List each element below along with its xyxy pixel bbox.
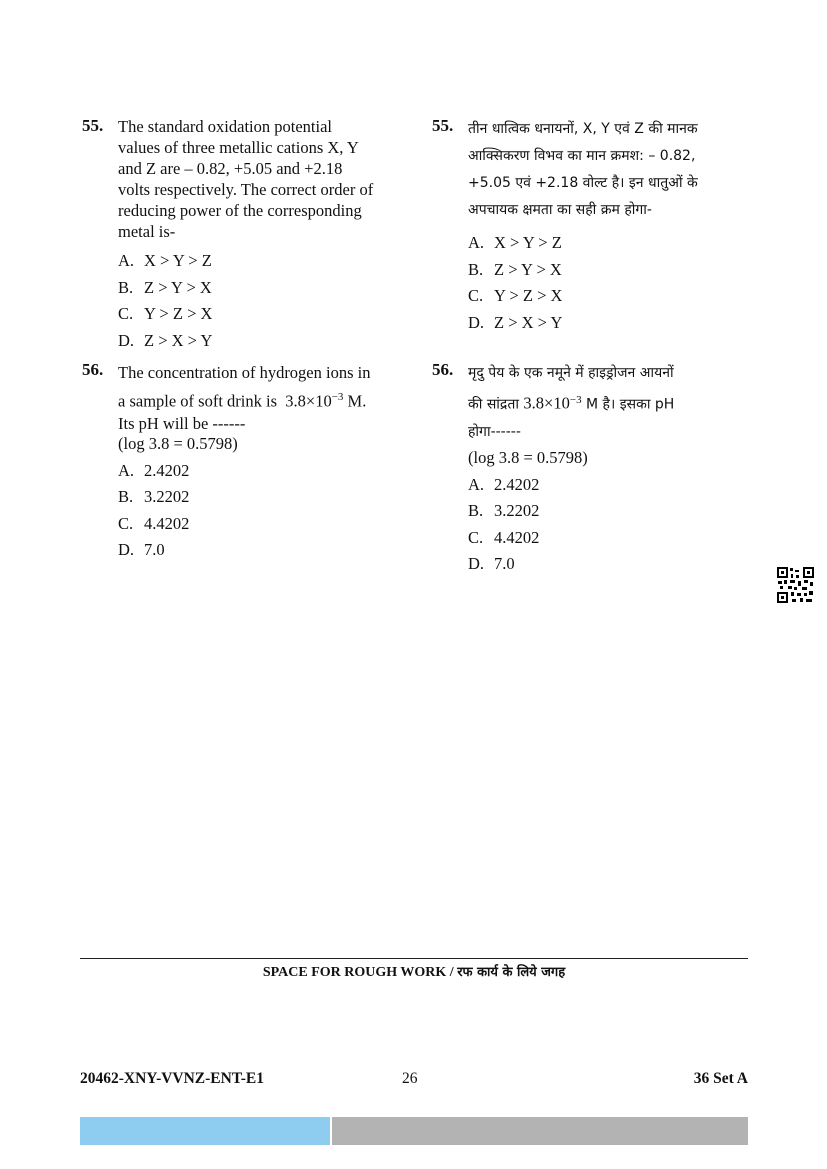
question-56-hindi xyxy=(432,360,742,578)
hindi-column xyxy=(432,116,742,582)
option-a: A. X > Y > Z xyxy=(468,233,562,252)
page-number: 26 xyxy=(402,1070,418,1087)
question-55-hindi xyxy=(432,116,742,356)
question-text-line: +5.05 एवं +2.18 वोल्ट है। इन धातुओं के xyxy=(468,175,698,191)
option-b: B. 3.2202 xyxy=(468,501,540,521)
options-list xyxy=(118,248,402,354)
question-text-line: की सांद्रता $3.8\times 10^{-3}$ M है। इसका pH xyxy=(468,393,675,413)
option-d: D. Z > X > Y xyxy=(468,312,563,332)
question-number: 55. xyxy=(432,116,454,135)
question-number: 56. xyxy=(432,360,454,379)
concentration-value: 3.8×10 xyxy=(523,393,570,413)
question-text-line: तीन धात्विक धनायनों, X, Y एवं Z की मानक xyxy=(468,121,698,137)
option-b: B. Z > Y > X xyxy=(468,259,562,279)
concentration-value: 3.8×10 xyxy=(285,391,332,411)
question-text-line: values of three metallic cations X, Y xyxy=(118,138,359,157)
option-a: A. 2.4202 xyxy=(118,460,190,480)
options-list xyxy=(468,472,742,578)
question-55-english xyxy=(82,116,402,356)
question-text-line: metal is- xyxy=(118,222,176,241)
option-c: C. Y > Z > X xyxy=(118,304,213,323)
footer-bar-blue xyxy=(80,1117,330,1145)
qr-code-icon xyxy=(776,566,816,604)
option-d: D. 7.0 xyxy=(118,540,165,559)
options-list xyxy=(118,458,402,564)
question-text-line: आक्सिकरण विभव का मान क्रमश: – 0.82, xyxy=(468,148,696,164)
question-text-line: मृदु पेय के एक नमूने में हाइड्रोजन आयनों xyxy=(468,365,674,381)
option-c: C. 4.4202 xyxy=(468,527,540,547)
option-b: B. Z > Y > X xyxy=(118,277,212,297)
option-d: D. Z > X > Y xyxy=(118,330,213,350)
question-text-line: (log 3.8 = 0.5798) xyxy=(118,433,238,453)
question-number: 56. xyxy=(82,360,104,379)
option-c: C. Y > Z > X xyxy=(468,286,563,305)
option-d: D. 7.0 xyxy=(468,554,515,574)
question-text-line: Its pH will be ------ xyxy=(118,413,246,433)
question-text-line: The concentration of hydrogen ions in xyxy=(118,363,371,382)
question-number: 55. xyxy=(82,116,104,135)
rough-work-divider xyxy=(80,958,748,959)
question-56-english xyxy=(82,360,402,564)
question-text-line: The standard oxidation potential xyxy=(118,117,332,136)
english-column xyxy=(82,116,402,568)
option-c: C. 4.4202 xyxy=(118,513,190,533)
options-list xyxy=(468,230,742,336)
question-text-line: होगा------ xyxy=(468,423,521,440)
option-a: A. 2.4202 xyxy=(468,474,540,494)
option-a: A. X > Y > Z xyxy=(118,251,212,270)
question-text-line: and Z are – 0.82, +5.05 and +2.18 xyxy=(118,159,343,178)
rough-work-label: SPACE FOR ROUGH WORK / रफ कार्य के लिये जगह xyxy=(262,965,566,980)
set-label: 36 Set A xyxy=(693,1070,748,1087)
question-text-line: (log 3.8 = 0.5798) xyxy=(468,447,588,467)
question-text-line: reducing power of the corresponding xyxy=(118,201,362,220)
question-text-line: volts respectively. The correct order of xyxy=(118,180,374,199)
option-b: B. 3.2202 xyxy=(118,487,190,506)
question-text-line: a sample of soft drink is $3.8\times 10^{-3}$ M. xyxy=(118,391,367,411)
footer-bar-gray xyxy=(332,1117,748,1145)
question-text-line: अपचायक क्षमता का सही क्रम होगा- xyxy=(468,202,652,218)
paper-code: 20462-XNY-VVNZ-ENT-E1 xyxy=(80,1070,265,1087)
